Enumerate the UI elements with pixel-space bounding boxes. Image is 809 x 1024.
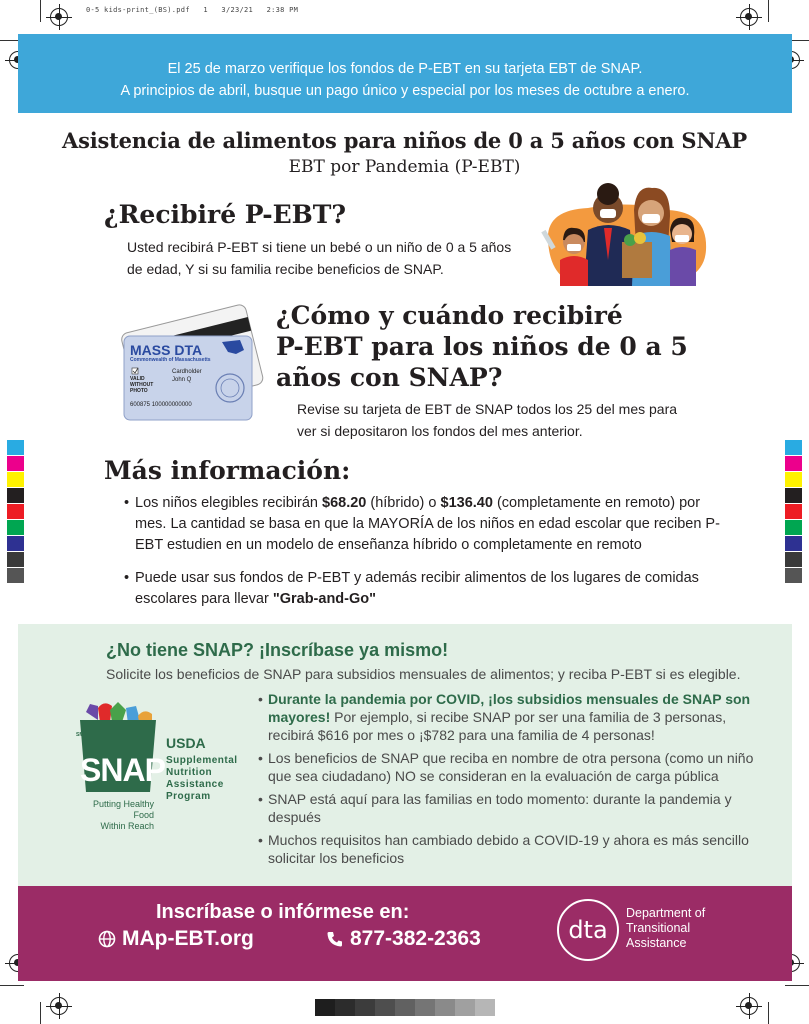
dta-logo <box>557 899 619 961</box>
text: Los niños elegibles recibirán <box>135 495 322 511</box>
tagline-line: Putting Healthy Food <box>92 799 154 820</box>
section-body-como-cuando <box>297 398 677 442</box>
grab-and-go: "Grab-and-Go" <box>272 591 376 607</box>
snap-logo <box>70 700 250 831</box>
greyscale-calibration-strip <box>315 999 495 1016</box>
program-line: Program <box>166 791 211 802</box>
list-item <box>124 493 724 556</box>
dta-department-name <box>626 906 705 951</box>
text: Por ejemplo, si recibe SNAP por ser una familia de 3 personas, recibirá $616 por mes o ¡$782 para una familia de 4 personas! <box>268 709 727 743</box>
body-line: Usted recibirá P-EBT si tiene un bebé o un niño de 0 a 5 años <box>127 239 512 255</box>
snap-signup-heading: ¿No tiene SNAP? ¡Inscríbase ya mismo! <box>106 640 449 660</box>
list-item: • Los beneficios de SNAP que reciba en nombre de otra persona (como un niño que sea ciudadano) NO se consideran en la evaluación de carga pública <box>258 749 758 785</box>
heading-line: P-EBT para los niños de 0 a 5 <box>276 332 688 361</box>
section-heading-como-cuando <box>276 300 688 393</box>
dta-line: Assistance <box>626 936 687 950</box>
snap-wordmark: SNAP <box>80 752 165 788</box>
registration-mark-icon <box>740 997 758 1015</box>
program-line: Supplemental <box>166 755 238 766</box>
list-item: • SNAP está aquí para las familias en todo momento: durante la pandemia y después <box>258 790 758 826</box>
crop-mark <box>0 985 24 986</box>
snap-signup-subheading: Solicite los beneficios de SNAP para subsidios mensuales de alimentos; y reciba P-EBT si es elegible. <box>106 666 741 682</box>
usda-text: USDA <box>166 735 206 751</box>
heading-line: años con SNAP? <box>276 363 503 392</box>
ebt-card-brand-sub: Commonwealth of Massachusetts <box>130 357 211 363</box>
phone-text: 877-382-2363 <box>350 927 481 950</box>
ebt-card-valid-text <box>130 376 153 394</box>
body-line: de edad, Y si su familia recibe beneficios de SNAP. <box>127 261 444 277</box>
body-line: ver si depositaron los fondos del mes anterior. <box>297 423 583 439</box>
heading-line: ¿Cómo y cuándo recibiré <box>276 301 623 330</box>
amount-hybrid: $68.20 <box>322 495 367 511</box>
crop-mark <box>785 985 809 986</box>
phone-link[interactable] <box>326 927 481 951</box>
program-line: Assistance <box>166 779 224 790</box>
family-masks-illustration <box>538 180 710 290</box>
section-heading-recibire: ¿Recibiré P-EBT? <box>104 200 347 229</box>
snap-benefits-list <box>258 690 758 872</box>
text: (completamente en remoto) por mes. La cantidad se basa en que la MAYORÍA de los niños en edad escolar que reciben P-EBT estudien en un modelo de enseñanza híbrido o completamente en remoto <box>135 495 720 553</box>
ebt-card-brand: MASS DTA <box>130 342 203 358</box>
list-item <box>258 690 758 744</box>
text: Puede usar sus fondos de P-EBT y además recibir alimentos de los lugares de comidas escolares para llevar <box>135 570 699 607</box>
section-body-recibire <box>127 236 511 280</box>
body-line: Revise su tarjeta de EBT de SNAP todos los 25 del mes para <box>297 401 678 417</box>
text-strong: Durante la pandemia por COVID, ¡los subsidios mensuales de SNAP son mayores! <box>268 691 751 725</box>
website-link[interactable] <box>98 927 254 951</box>
color-calibration-bar-left <box>7 440 24 584</box>
list-item <box>124 568 724 610</box>
globe-icon <box>98 930 116 948</box>
color-calibration-bar-right <box>785 440 802 584</box>
crop-mark <box>40 1002 41 1024</box>
ebt-card-number: 600875 100000000000 <box>130 402 192 408</box>
program-line: Nutrition <box>166 767 213 778</box>
valid-line: PHOTO <box>130 388 148 394</box>
banner-line-2: A principios de abril, busque un pago único y especial por los meses de octubre a enero. <box>120 83 690 99</box>
print-header: 0-5 kids-print_(BS).pdf 1 3/23/21 2:38 PM <box>86 6 299 14</box>
amount-remote: $136.40 <box>440 495 493 511</box>
crop-mark <box>40 0 41 22</box>
top-banner <box>18 34 792 113</box>
snap-sm-mark: SM <box>76 732 84 738</box>
banner-line-1: El 25 de marzo verifique los fondos de P-EBT en su tarjeta EBT de SNAP. <box>167 61 643 77</box>
valid-line: WITHOUT <box>130 382 154 388</box>
snap-tagline <box>70 799 154 832</box>
cardholder-label: Cardholder <box>172 369 202 375</box>
phone-icon <box>326 930 344 948</box>
snap-program-name <box>166 755 238 803</box>
dta-line: Department of <box>626 906 706 920</box>
dta-line: Transitional <box>626 921 691 935</box>
page-subtitle: EBT por Pandemia (P-EBT) <box>288 157 521 177</box>
list-item: • Muchos requisitos han cambiado debido a COVID-19 y ahora es más sencillo solicitar los beneficios <box>258 831 758 867</box>
section-heading-mas-informacion: Más información: <box>104 456 351 485</box>
tagline-line: Within Reach <box>100 821 154 831</box>
page-title: Asistencia de alimentos para niños de 0 a 5 años con SNAP <box>61 128 747 153</box>
cardholder-name: John Q <box>172 377 192 383</box>
dta-logo-text: dta <box>568 916 608 944</box>
registration-mark-icon <box>50 8 68 26</box>
valid-line: VALID <box>130 376 145 382</box>
ebt-card-image <box>112 302 270 430</box>
footer-heading: Inscríbase o infórmese en: <box>156 901 410 923</box>
mas-informacion-list <box>124 493 724 622</box>
ebt-card-cardholder <box>172 368 202 384</box>
registration-mark-icon <box>740 8 758 26</box>
website-text: MAp-EBT.org <box>122 927 254 950</box>
text: (híbrido) o <box>366 495 441 511</box>
registration-mark-icon <box>50 997 68 1015</box>
crop-mark <box>768 0 769 22</box>
crop-mark <box>768 1002 769 1024</box>
